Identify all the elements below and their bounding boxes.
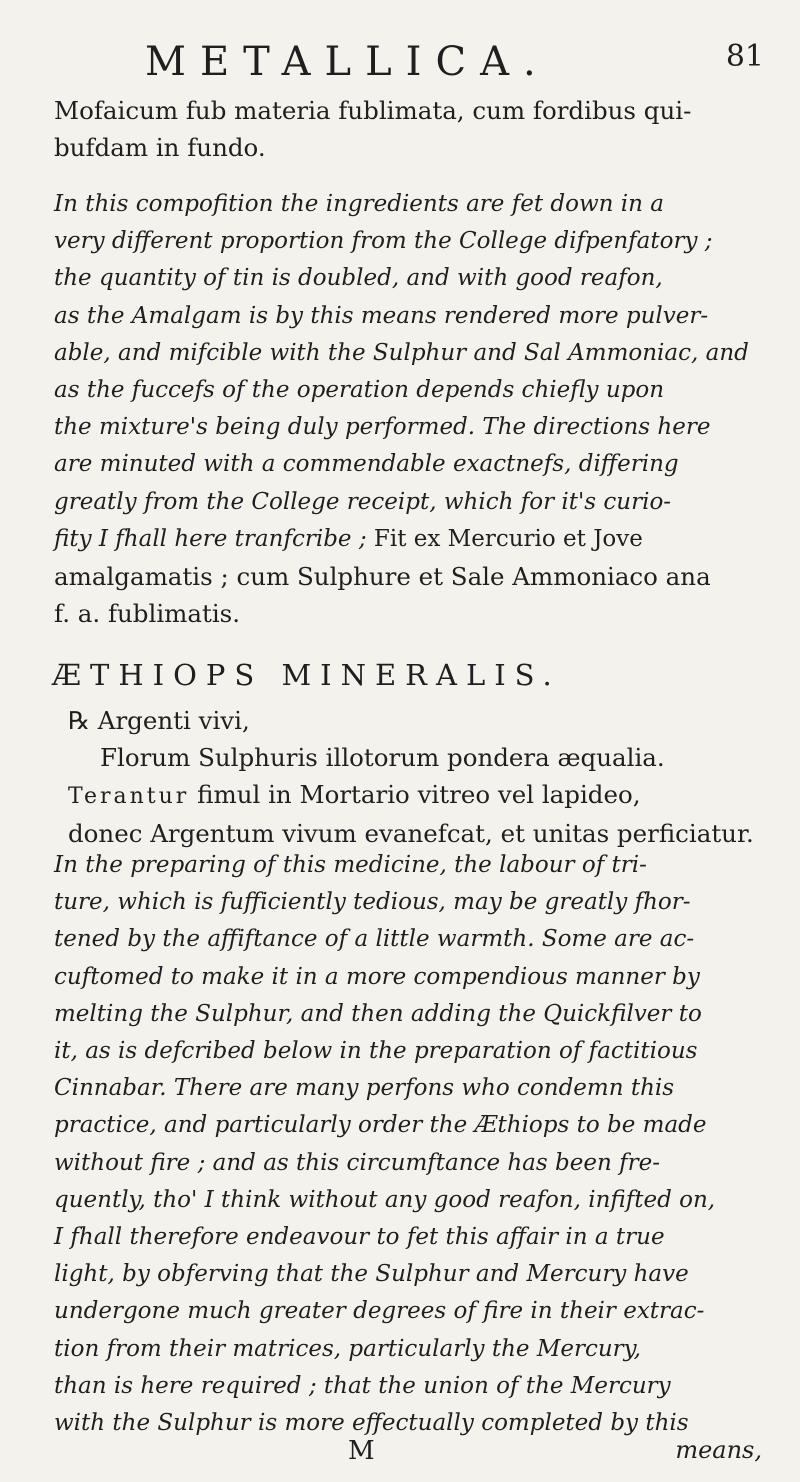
text-line: as the Amalgam is by this means rendered more pulver- xyxy=(54,302,709,329)
text-line: Cinnabar. There are many perfons who condemn this xyxy=(54,1075,675,1102)
text-line: greatly from the College receipt, which for it's curio- xyxy=(54,488,672,515)
text-line: amalgamatis ; cum Sulphure et Sale Ammoniaco ana xyxy=(54,562,711,591)
text-line: very different proportion from the College difpenfatory ; xyxy=(54,228,713,255)
text-line: tened by the affiftance of a little warmth. Some are ac- xyxy=(54,926,695,953)
text-line: with the Sulphur is more effectually completed by this xyxy=(54,1410,689,1437)
text-line: able, and mifcible with the Sulphur and Sal Ammoniac, and xyxy=(54,339,749,366)
text-line: tion from their matrices, particularly the Mercury, xyxy=(54,1335,641,1362)
text-line: the mixture's being duly performed. The directions here xyxy=(54,414,711,441)
recipe-symbol-icon: ℞ xyxy=(68,706,90,735)
recipe-line: Florum Sulphuris illotorum pondera æqualia. xyxy=(100,743,665,772)
italic-phrase: fity I fhall here tranfcribe ; xyxy=(54,526,367,552)
text-line: In the preparing of this medicine, the labour of tri- xyxy=(54,852,647,878)
catchword: means, xyxy=(675,1436,762,1464)
latin-phrase: Fit ex Mercurio et Jove xyxy=(366,526,643,552)
commentary-paragraph-1 xyxy=(54,186,766,521)
text-line: the quantity of tin is doubled, and with good reafon, xyxy=(54,265,663,292)
small-caps-word: Terantur xyxy=(68,784,190,809)
text-line: as the fuccefs of the operation depends chiefly upon xyxy=(54,377,665,404)
latin-paragraph-2 xyxy=(54,558,766,632)
text-line: are minuted with a commendable exactnefs, differing xyxy=(54,451,679,478)
text-line: Mofaicum fub materia fublimata, cum fordibus qui- xyxy=(54,96,692,125)
running-title: METALLICA. xyxy=(145,39,550,85)
signature-mark: M xyxy=(348,1436,375,1466)
text-line: light, by obferving that the Sulphur and Mercury have xyxy=(54,1261,689,1288)
text-line: than is here required ; that the union of the Mercury xyxy=(54,1372,671,1399)
text-line: f. a. fublimatis. xyxy=(54,599,241,628)
text-line: ture, which is fufficiently tedious, may be greatly fhor- xyxy=(54,889,691,916)
page-number: 81 xyxy=(725,39,764,74)
recipe-line: donec Argentum vivum evanefcat, et unitas perficiatur. xyxy=(68,819,754,848)
recipe-line: fimul in Mortario vitreo vel lapideo, xyxy=(189,780,641,809)
section-title: ÆTHIOPS MINERALIS. xyxy=(52,658,561,692)
text-line: quently, tho' I think without any good reafon, infifted on, xyxy=(54,1186,716,1213)
text-line: bufdam in fundo. xyxy=(54,133,266,162)
text-line: cuftomed to make it in a more compendious manner by xyxy=(54,963,700,990)
latin-paragraph-1 xyxy=(54,92,766,166)
text-line: In this compofition the ingredients are fet down in a xyxy=(54,191,664,217)
recipe-block xyxy=(68,702,778,852)
text-line: undergone much greater degrees of fire in their extrac- xyxy=(54,1298,705,1325)
text-line: I fhall therefore endeavour to fet this affair in a true xyxy=(54,1224,665,1251)
text-line: melting the Sulphur, and then adding the Quickfilver to xyxy=(54,1000,702,1027)
text-line: practice, and particularly order the Æthiops to be made xyxy=(54,1112,707,1139)
text-line: without fire ; and as this circumftance has been fre- xyxy=(54,1149,660,1176)
commentary-paragraph-2 xyxy=(54,847,766,1442)
mixed-line xyxy=(54,521,766,558)
text-line: it, as is defcribed below in the preparation of factitious xyxy=(54,1038,698,1065)
recipe-line: Argenti vivi, xyxy=(97,706,250,735)
